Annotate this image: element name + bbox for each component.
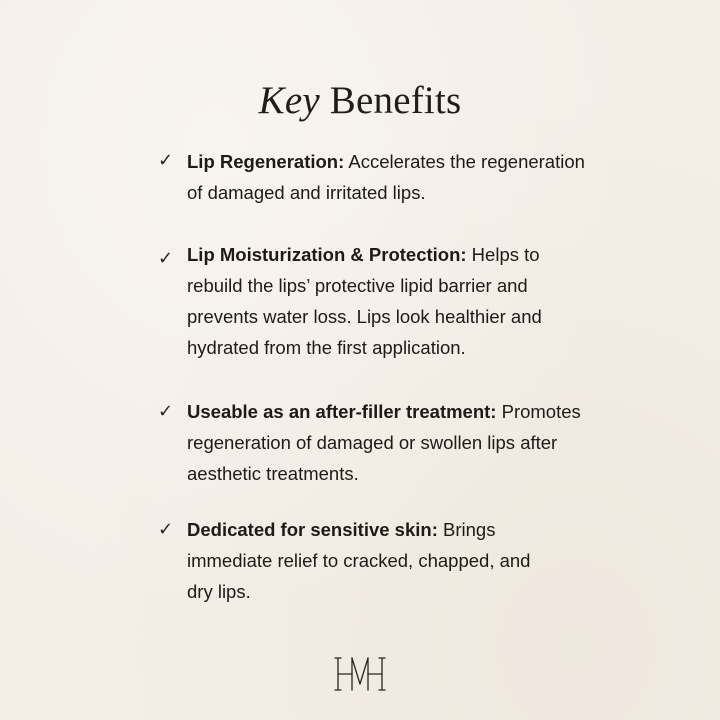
benefit-lead: Dedicated for sensitive skin: (187, 519, 438, 540)
benefit-lead: Useable as an after-filler treatment: (187, 401, 497, 422)
hmh-logo (330, 654, 390, 694)
checkmark-icon: ✓ (158, 401, 174, 422)
benefit-item (187, 396, 587, 489)
benefit-text: Helps to rebuild the lips’ protective lipid barrier and prevents water loss. Lips look healthier and hydrated from the first application. (187, 244, 542, 358)
benefit-item (187, 514, 532, 607)
title-rest: Benefits (329, 79, 462, 122)
checkmark-icon: ✓ (158, 519, 174, 540)
checkmark-icon: ✓ (158, 150, 174, 171)
benefit-item (187, 146, 587, 208)
benefit-lead: Lip Moisturization & Protection: (187, 244, 467, 265)
benefit-text: Brings immediate relief to cracked, chapped, and dry lips. (187, 519, 531, 602)
title-italic-word: Key (258, 79, 320, 122)
page-title (0, 78, 720, 123)
benefit-item (187, 239, 587, 363)
benefit-lead: Lip Regeneration: (187, 151, 345, 172)
benefit-text: Accelerates the regeneration of damaged and irritated lips. (187, 151, 585, 203)
benefit-text: Promotes regeneration of damaged or swollen lips after aesthetic treatments. (187, 401, 581, 484)
checkmark-icon: ✓ (158, 248, 174, 269)
